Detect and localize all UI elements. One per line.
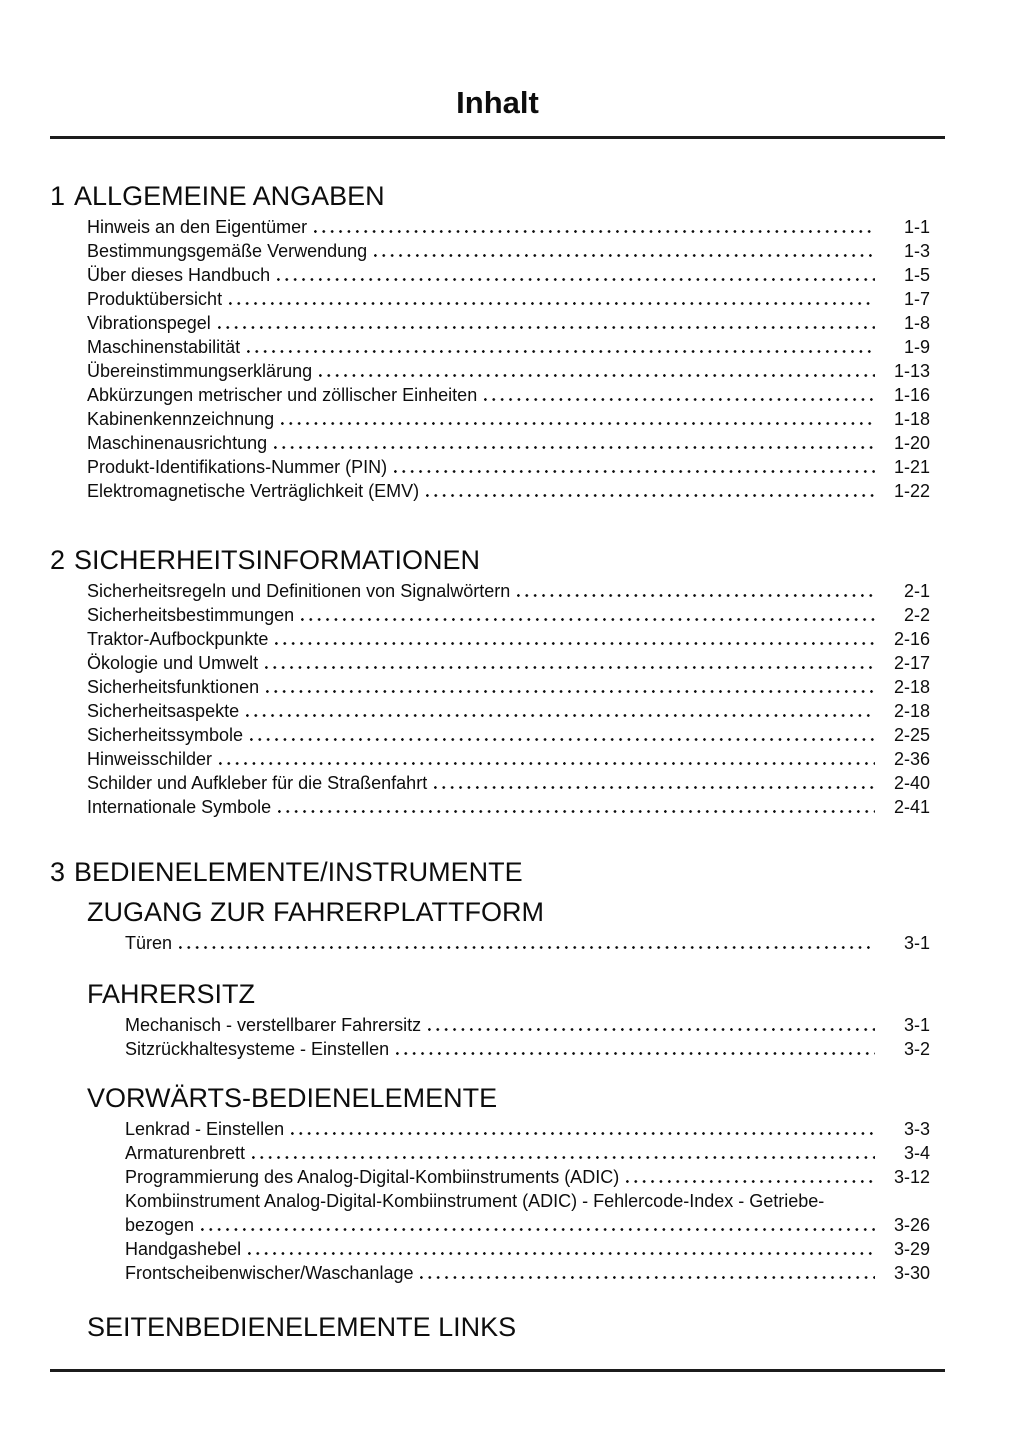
leader-dots — [426, 479, 875, 503]
leader-dots — [291, 1117, 875, 1141]
leader-dots — [301, 603, 875, 627]
leader-dots — [281, 407, 875, 431]
leader-dots — [428, 1013, 875, 1037]
toc-entry — [87, 747, 930, 771]
toc-entry-page: 1-22 — [893, 481, 930, 501]
leader-dots — [246, 699, 875, 723]
toc-entry-page: 1-16 — [893, 385, 930, 405]
toc-entry-title: Programmierung des Analog-Digital-Kombiinstruments (ADIC) — [125, 1167, 620, 1187]
toc-entry-page: 1-13 — [893, 361, 930, 381]
toc-entry-title: Produkt-Identifikations-Nummer (PIN) — [87, 457, 388, 477]
toc-entry-page: 3-29 — [893, 1239, 930, 1259]
leader-dots — [420, 1261, 875, 1285]
toc-entry-title: Türen — [125, 933, 173, 953]
toc-entry-page: 2-36 — [893, 749, 930, 769]
leader-dots — [484, 383, 875, 407]
leader-dots — [434, 771, 875, 795]
toc-entry — [87, 431, 930, 455]
toc-entry-page: 1-9 — [903, 337, 930, 357]
leader-dots — [275, 627, 875, 651]
section-heading-2 — [50, 545, 945, 576]
toc-entry — [87, 311, 930, 335]
toc-entry-title: Internationale Symbole — [87, 797, 272, 817]
toc-entry-title: Hinweisschilder — [87, 749, 213, 769]
toc-entry-title: Sicherheitsaspekte — [87, 701, 240, 721]
toc-entry — [87, 675, 930, 699]
toc-entry — [87, 603, 930, 627]
leader-dots — [250, 723, 875, 747]
toc-entry — [87, 383, 930, 407]
section-title: ALLGEMEINE ANGABEN — [74, 181, 385, 211]
bottom-rule — [50, 1369, 945, 1372]
toc-entry-page: 1-7 — [903, 289, 930, 309]
toc-entry-page: 3-30 — [893, 1263, 930, 1283]
toc-entry — [125, 1013, 930, 1037]
toc-entry-title: Über dieses Handbuch — [87, 265, 271, 285]
toc-entry-page: 3-2 — [903, 1039, 930, 1059]
toc-entry-title: Sicherheitssymbole — [87, 725, 244, 745]
leader-dots — [396, 1037, 875, 1061]
toc-entry-title: Übereinstimmungserklärung — [87, 361, 313, 381]
toc-entry — [87, 723, 930, 747]
toc-entry — [125, 1117, 930, 1141]
leader-dots — [394, 455, 875, 479]
subsection-zugang-entries — [50, 931, 945, 955]
toc-entry-title: Mechanisch - verstellbarer Fahrersitz — [125, 1015, 422, 1035]
subsection-heading-fahrersitz: FAHRERSITZ — [87, 979, 256, 1009]
toc-entry-title: Lenkrad - Einstellen — [125, 1119, 285, 1139]
leader-dots — [626, 1165, 875, 1189]
toc-entry — [87, 771, 930, 795]
toc-entry-title: Frontscheibenwischer/Waschanlage — [125, 1263, 414, 1283]
toc-entry — [87, 215, 930, 239]
toc-entry-title: Hinweis an den Eigentümer — [87, 217, 308, 237]
toc-entry — [125, 931, 930, 955]
toc-entry — [87, 627, 930, 651]
toc-entry — [87, 287, 930, 311]
top-rule — [50, 136, 945, 139]
toc-entry — [87, 407, 930, 431]
subsection-heading-seitenbedienelemente: SEITENBEDIENELEMENTE LINKS — [87, 1312, 517, 1342]
toc-entry-wrapped-line2 — [125, 1213, 930, 1237]
leader-dots — [219, 747, 875, 771]
toc-entry-title: Elektromagnetische Verträglichkeit (EMV) — [87, 481, 420, 501]
section-number: 3 — [50, 857, 66, 887]
toc-entry-title: Bestimmungsgemäße Verwendung — [87, 241, 368, 261]
toc-entry-page: 1-21 — [893, 457, 930, 477]
toc-entry-page: 1-20 — [893, 433, 930, 453]
toc-entry-title: Traktor-Aufbockpunkte — [87, 629, 269, 649]
section-heading-3 — [50, 857, 945, 888]
toc-entry-page: 1-18 — [893, 409, 930, 429]
leader-dots — [314, 215, 875, 239]
toc-page — [50, 0, 945, 1372]
toc-entry — [87, 263, 930, 287]
toc-entry-title: Vibrationspegel — [87, 313, 211, 333]
leader-dots — [179, 931, 875, 955]
toc-entry — [125, 1237, 930, 1261]
toc-entry-title: Produktübersicht — [87, 289, 223, 309]
leader-dots — [374, 239, 875, 263]
toc-entry-title: Ökologie und Umwelt — [87, 653, 259, 673]
toc-entry — [125, 1141, 930, 1165]
toc-entry-page: 3-26 — [893, 1215, 930, 1235]
toc-entry-page: 3-1 — [903, 933, 930, 953]
toc-entry — [87, 579, 930, 603]
toc-entry-page: 3-12 — [893, 1167, 930, 1187]
toc-entry — [87, 335, 930, 359]
leader-dots — [229, 287, 875, 311]
section-number: 1 — [50, 181, 66, 211]
subsection-heading-vorwaerts: VORWÄRTS-BEDIENELEMENTE — [87, 1083, 498, 1113]
toc-entry-page: 2-18 — [893, 701, 930, 721]
toc-entry-title: Kabinenkennzeichnung — [87, 409, 275, 429]
leader-dots — [265, 651, 875, 675]
toc-entry — [87, 359, 930, 383]
toc-entry — [87, 479, 930, 503]
toc-entry-page: 2-2 — [903, 605, 930, 625]
toc-entry — [87, 699, 930, 723]
toc-entry — [87, 795, 930, 819]
toc-entry-page: 2-41 — [893, 797, 930, 817]
leader-dots — [247, 335, 875, 359]
toc-entry-page: 2-1 — [903, 581, 930, 601]
toc-entry-title: Abkürzungen metrischer und zöllischer Einheiten — [87, 385, 478, 405]
toc-entry-page: 2-40 — [893, 773, 930, 793]
toc-entry-title: Maschinenstabilität — [87, 337, 241, 357]
leader-dots — [274, 431, 875, 455]
leader-dots — [517, 579, 875, 603]
toc-entry — [87, 455, 930, 479]
toc-entry-page: 1-8 — [903, 313, 930, 333]
leader-dots — [266, 675, 875, 699]
toc-entry-title: bezogen — [125, 1215, 195, 1235]
toc-entry — [125, 1037, 930, 1061]
leader-dots — [277, 263, 875, 287]
leader-dots — [201, 1213, 875, 1237]
section-title: BEDIENELEMENTE/INSTRUMENTE — [74, 857, 523, 887]
section-heading-1 — [50, 181, 945, 212]
section-title: SICHERHEITSINFORMATIONEN — [74, 545, 481, 575]
page-title: Inhalt — [456, 85, 539, 120]
toc-entry-page: 1-5 — [903, 265, 930, 285]
toc-entry-page: 2-18 — [893, 677, 930, 697]
subsection-heading-zugang: ZUGANG ZUR FAHRERPLATTFORM — [87, 897, 545, 927]
toc-entry-page: 2-25 — [893, 725, 930, 745]
toc-entry-title: Sicherheitsfunktionen — [87, 677, 260, 697]
toc-entry-page: 2-16 — [893, 629, 930, 649]
toc-entry-title: Maschinenausrichtung — [87, 433, 268, 453]
toc-entry-title: Sitzrückhaltesysteme - Einstellen — [125, 1039, 390, 1059]
toc-entry-page: 1-3 — [903, 241, 930, 261]
subsection-vorwaerts-entries — [50, 1117, 945, 1285]
leader-dots — [248, 1237, 875, 1261]
toc-entry-title: Sicherheitsregeln und Definitionen von Signalwörtern — [87, 581, 511, 601]
toc-entry-page: 3-1 — [903, 1015, 930, 1035]
toc-entry-title: Armaturenbrett — [125, 1143, 246, 1163]
subsection-fahrersitz-entries — [50, 1013, 945, 1061]
toc-entry-title: Sicherheitsbestimmungen — [87, 605, 295, 625]
toc-entry-page: 2-17 — [893, 653, 930, 673]
section-number: 2 — [50, 545, 66, 575]
leader-dots — [218, 311, 875, 335]
toc-entry-title: Handgashebel — [125, 1239, 242, 1259]
toc-entry — [87, 239, 930, 263]
toc-entry-title: Schilder und Aufkleber für die Straßenfahrt — [87, 773, 428, 793]
toc-entry-page: 3-3 — [903, 1119, 930, 1139]
section-1-entries — [50, 215, 945, 503]
toc-entry-page: 3-4 — [903, 1143, 930, 1163]
leader-dots — [252, 1141, 875, 1165]
toc-entry-wrapped-line1 — [125, 1189, 930, 1213]
toc-entry-page: 1-1 — [903, 217, 930, 237]
section-2-entries — [50, 579, 945, 819]
leader-dots — [278, 795, 875, 819]
toc-entry — [87, 651, 930, 675]
leader-dots — [319, 359, 875, 383]
toc-entry-title: Kombiinstrument Analog-Digital-Kombiinstrument (ADIC) - Fehlercode-Index - Getriebe- — [125, 1191, 825, 1211]
toc-entry — [125, 1165, 930, 1189]
toc-entry — [125, 1261, 930, 1285]
